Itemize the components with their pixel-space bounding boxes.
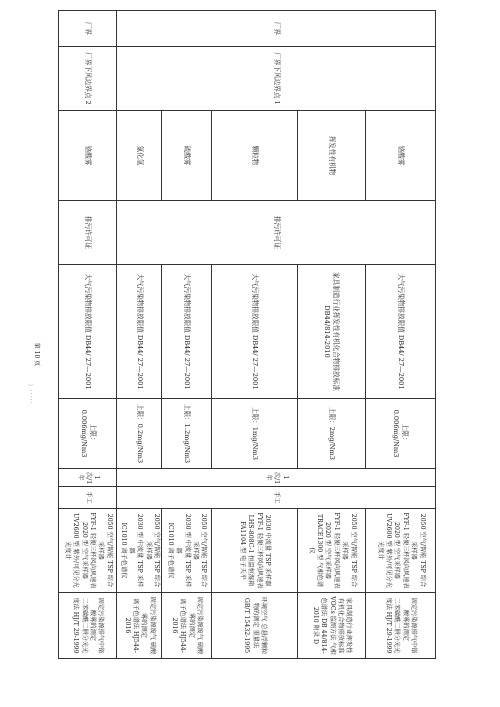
point-cell: 厂界下风边界点 2 bbox=[59, 47, 117, 111]
instrument-cell: 2050 空气/智能 TSP 综合采样器 FYF-1 轻便三杯风向风速表 2020 型 空气采样器 UV2600 型 紫外/可见分光光度计 bbox=[59, 509, 117, 593]
method-cell: 固定污染源废气 硫酸雾的测定 离子色谱法 HJ544-2016 bbox=[117, 593, 162, 659]
frequency-cell: 1 次/1 年 bbox=[117, 469, 436, 487]
rotated-table-container bbox=[64, 10, 436, 658]
instrument-cell: 2050 空气/智能 TSP 综合采样器 2030 型 中流量 TSP 采样器 IC1010 离子色谱仪 bbox=[162, 509, 212, 593]
faint-mark: 〉 ' ' ' ' ' bbox=[26, 383, 33, 404]
method-cell: 固定污染源排气中铬酸雾的测定 二苯碳酰二肼分光光度法 HJ/T 29-1999 bbox=[59, 593, 117, 659]
frequency-cell: 1 次/1 年 bbox=[59, 469, 117, 487]
table-row bbox=[366, 11, 436, 659]
method-cell: 固定污染源废气 硫酸雾的测定 离子色谱法 HJ544-2016 bbox=[162, 593, 212, 659]
limit-cell: 上限：0.006mg/Nm3 bbox=[59, 399, 117, 469]
standard-cell: 大气污染物排放限值 DB44/ 27—2001 bbox=[366, 265, 436, 399]
item-cell: 铬酸雾 bbox=[59, 111, 117, 201]
instrument-cell: 2050 空气/智能 TSP 综合采样器 2030 型 中流量 TSP 采样器 IC1010 离子色谱仪 bbox=[117, 509, 162, 593]
method-cell: 环境空气 总悬浮颗粒物的测定 重量法 GB/T 15432-1995 bbox=[212, 593, 298, 659]
point-cell: 厂界下风边界点 1 bbox=[117, 47, 436, 111]
item-cell: 铬酸雾 bbox=[366, 111, 436, 201]
item-cell: 挥发性有机物 bbox=[298, 111, 366, 201]
page-number: 第 10 页 bbox=[33, 342, 41, 367]
standard-cell: 大气污染物排放限值 DB44/ 27—2001 bbox=[212, 265, 298, 399]
location-cell: 厂界 bbox=[59, 11, 117, 47]
mode-cell: 手工 bbox=[117, 487, 436, 509]
item-cell: 氯化氢 bbox=[117, 111, 162, 201]
mode-cell: 手工 bbox=[59, 487, 117, 509]
item-cell: 硫酸雾 bbox=[162, 111, 212, 201]
location-cell: 厂界 bbox=[117, 11, 436, 47]
standard-cell: 大气污染物排放限值 DB44/ 27—2001 bbox=[117, 265, 162, 399]
standard-cell: 大气污染物排放限值 DB44/ 27—2001 bbox=[162, 265, 212, 399]
method-cell: 家具制造行业挥发性有机化合物排放标准 VOCs 监测方法 气相色谱法 DB 44/814-2010 附录 D bbox=[298, 593, 366, 659]
limit-cell: 上限：0.006mg/Nm3 bbox=[366, 399, 436, 469]
monitoring-table bbox=[58, 10, 436, 659]
table-row bbox=[59, 11, 117, 659]
standard-cell: 大气污染物排放限值 DB44/ 27—2001 bbox=[59, 265, 117, 399]
instrument-cell: 2030 中流量 TSP 采样器 FYF-1 轻便三杯风向风速表 LHS-808C-1 恒温恒湿箱 FA1104 型 电子天平 bbox=[212, 509, 298, 593]
limit-cell: 上限：1mg/Nm3 bbox=[212, 399, 298, 469]
standard-cell: 家具制造行业挥发性有机化合物排放标准 DB44/814-2010 bbox=[298, 265, 366, 399]
limit-cell: 上限：1.2mg/Nm3 bbox=[162, 399, 212, 469]
item-cell: 颗粒物 bbox=[212, 111, 298, 201]
limit-cell: 上限：2mg/Nm3 bbox=[298, 399, 366, 469]
limit-cell: 上限：0.2mg/Nm3 bbox=[117, 399, 162, 469]
method-cell: 固定污染源排气中铬酸雾的测定 二苯碳酰二肼分光光度法 HJ/T 29-1999 bbox=[366, 593, 436, 659]
permit-cell: 排污许可证 bbox=[59, 201, 117, 265]
instrument-cell: 2050 空气/智能 TSP 综合采样器 FYF-1 轻便三杯风向风速表 2020 型 空气采样器 TRACE1300 型 气相色谱仪 bbox=[298, 509, 366, 593]
instrument-cell: 2050 空气/智能 TSP 综合采样器 FYF-1 轻便三杯风向风速表 2020 型 空气采样器 UV2600 型 紫外/可见分光光度计 bbox=[366, 509, 436, 593]
permit-cell: 排污许可证 bbox=[117, 201, 436, 265]
